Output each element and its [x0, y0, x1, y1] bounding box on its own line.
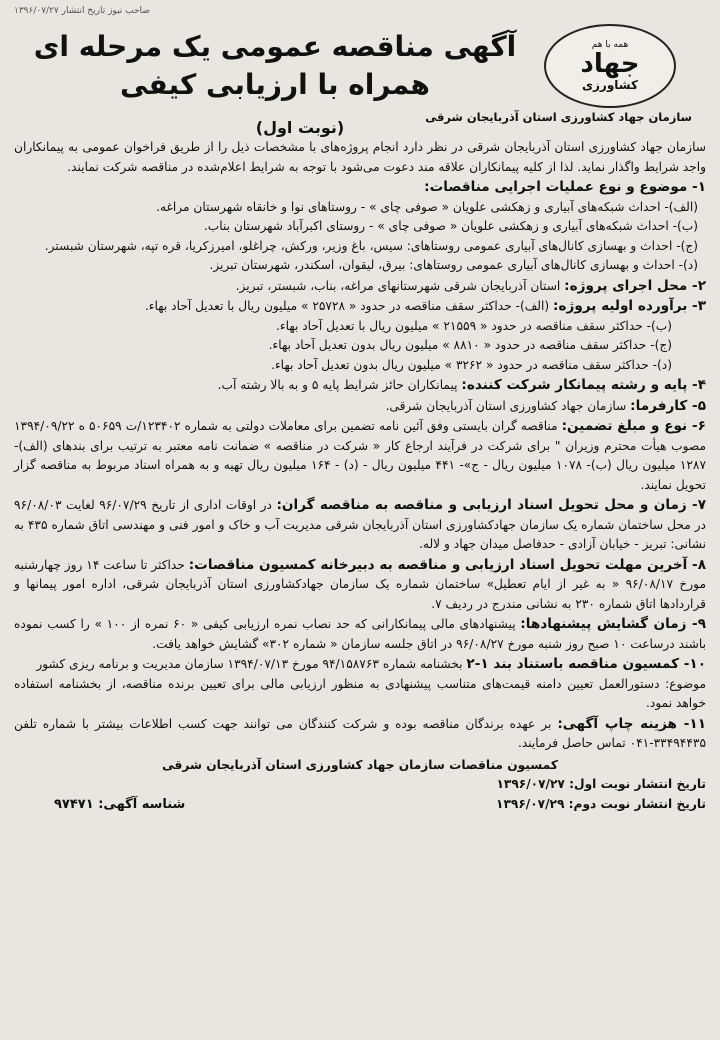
logo-sub-text: کشاورزی: [582, 78, 638, 92]
section-4-text: پیمانکاران حائز شرایط پایه ۵ و به بالا رشته آب.: [217, 378, 458, 392]
ad-title-line2: همراه با ارزیابی کیفی: [120, 68, 430, 101]
section-10-text: بخشنامه شماره ۹۴/۱۵۸۷۶۳ مورخ ۱۳۹۴/۰۷/۱۳ سازمان مدیریت و برنامه ریزی کشور: [36, 657, 463, 671]
logo-slogan: همه با هم: [591, 40, 629, 50]
section-11-heading: ۱۱- هزینه چاپ آگهی:: [557, 715, 706, 732]
section-7-heading: ۷- زمان و محل تحویل اسناد ارزیابی و مناقصه به مناقصه گران:: [276, 497, 707, 513]
section-2-heading: ۲- محل اجرای پروژه:: [564, 277, 706, 294]
section-3-item-b: (ب)- حداکثر سقف مناقصه در حدود « ۲۱۵۵۹ » میلیون ریال با تعدیل آحاد بهاء.: [276, 318, 672, 333]
section-1-item-d: (د)- احداث و بهسازی کانال‌های آبیاری عمومی روستاهای: بیرق، لیقوان، اسکندر، شهرستان تبریز.: [209, 258, 698, 272]
logo-main-text: جهاد: [580, 49, 640, 79]
section-3-item-d: (د)- حداکثر سقف مناقصه در حدود « ۳۲۶۲ » میلیون ریال بدون تعدیل آحاد بهاء.: [271, 357, 672, 372]
section-1-item-a: (الف)- احداث شبکه‌های آبیاری و زهکشی علویان « صوفی چای » - روستاهای نوا و خانقاه شهرستان مراغه.: [156, 199, 698, 214]
section-3-item-c: (ج)- حداکثر سقف مناقصه در حدود « ۸۸۱۰ » میلیون ریال بدون تعدیل آحاد بهاء.: [268, 338, 672, 352]
section-4-heading: ۴- پایه و رشته پیمانکار شرکت کننده:: [461, 377, 706, 393]
section-8-heading: ۸- آخرین مهلت تحویل اسناد ارزیابی و مناقصه به دبیرخانه کمسیون مناقصات:: [188, 556, 706, 573]
publish-date-first: تاریخ انتشار نوبت اول: ۱۳۹۶/۰۷/۲۷: [496, 777, 706, 791]
jahad-logo: [544, 24, 676, 108]
section-11-text: بر عهده برندگان مناقصه بوده و شرکت کنندگان می توانند جهت کسب اطلاعات بیشتر با شماره تلفن ۳۳۴۹۴۴۳۵-۰۴۱ تماس حاصل فرمایند.: [14, 716, 706, 750]
section-6-text: مناقصه گران بایستی وفق آئین نامه تضمین برای معاملات دولتی به شماره ۱۲۳۴۰۲/ت ۵۰۶۵۹ ه ۱۳۹۴/۰۹/۲۲ مصوب هیأت محترم وزیران " برای شرکت در فرآیند ارجاع کار « شرکت در مناقصه » ضمانت نامه معتبر به ترتیب برای بندهای (الف)- ۱۲۸۷ میلیون ریال (ب)- ۱۰۷۸ میلیون ریال - ج»- ۴۴۱ میلیون ریال - (د) - ۱۶۴ میلیون ریال تهیه و به همراه اسناد مربوط به مناقصه گزار تحویل نمایند.: [14, 419, 707, 492]
ad-title-line1: آگهی مناقصه عمومی یک مرحله ای: [33, 30, 517, 63]
section-3-item-a: (الف)- حداکثر سقف مناقصه در حدود « ۲۵۷۲۸ » میلیون ریال با تعدیل آحاد بهاء.: [144, 299, 550, 313]
section-1-heading: ۱- موضوع و نوع عملیات اجرایی مناقصات:: [424, 179, 706, 195]
section-5-text: سازمان جهاد کشاورزی استان آذربایجان شرقی.: [385, 398, 627, 413]
section-3-heading: ۳- برآورده اولیه پروژه:: [553, 298, 706, 314]
section-9-heading: ۹- زمان گشایش پیشنهادها:: [520, 616, 706, 632]
section-2-text: استان آذربایجان شرقی شهرستانهای مراغه، بناب، شبستر، تبریز.: [235, 278, 561, 293]
title-block: [14, 28, 536, 104]
section-1-item-c: (ج)- احداث و بهسازی کانال‌های آبیاری عمومی روستاهای: سیس، باغ وزیر، ورکش، چراغلو، امیرزکریا، قره تپه، شهرستان شبستر.: [44, 238, 698, 253]
ad-body: [14, 138, 706, 814]
section-1-item-b: (ب)- احداث شبکه‌های آبیاری و زهکشی علویان « صوفی چای » - روستای اکبرآباد شهرستان بناب.: [203, 219, 698, 233]
section-9-text: پیشنهادهای مالی پیمانکارانی که حد نصاب نمره ارزیابی کیفی « ۶۰ نمره از ۱۰۰ » را کسب نموده باشند درساعت ۱۰ صبح روز شنبه مورخ ۹۶/۰۸/۲۷ در اتاق جلسه سازمان « شماره ۳۰۲» گشایش خواهد یافت.: [14, 617, 706, 651]
section-5-heading: ۵- کارفرما:: [630, 397, 706, 414]
section-7-text: در اوقات اداری از تاریخ ۹۶/۰۷/۲۹ لغایت ۹۶/۰۸/۰۳ در محل ساختمان شماره یک سازمان جهادکشاورزی استان آذربایجان شرقی مدیریت آب و خاک و امور فنی و مهندسی اتاق شماره ۴۳۵ به نشانی: تبریز - خیابان آزادی - حدفاصل میدان جهاد و لاله.: [14, 498, 706, 551]
ad-identifier: شناسه آگهی: ۹۷۴۷۱: [54, 796, 186, 812]
signature-line: کمسیون مناقصات سازمان جهاد کشاورزی استان آذربایجان شرقی: [162, 757, 558, 772]
section-6-heading: ۶- نوع و مبلغ تضمین:: [561, 418, 706, 434]
section-8-text: حداکثر تا ساعت ۱۴ روز چهارشنبه مورخ ۹۶/۰۸/۱۷ « به غیر از ایام تعطیل» ساختمان شماره یک سازمان جهادکشاورزی استان آذربایجان شرقی، اداره امور پیمانها و قراردادها اتاق شماره ۲۳۰ به نشانی مندرج در ردیف ۷.: [14, 557, 707, 611]
publish-header-line: صاحب نیوز تاریخ انتشار ۱۳۹۶/۰۷/۲۷: [14, 6, 150, 16]
section-10-topic: موضوع: دستورالعمل تعیین دامنه قیمت‌های متناسب پیشنهادی به منظور ارزیابی مالی برای تعیین برنده مناقصه، از بخشنامه استفاده خواهد نمود.: [14, 676, 706, 710]
publish-dates: [14, 775, 706, 814]
publish-date-second: تاریخ انتشار نوبت دوم: ۱۳۹۶/۰۷/۲۹: [496, 796, 706, 811]
round-label: (نوبت اول): [255, 118, 345, 137]
organization-name: سازمان جهاد کشاورزی استان آذربایجان شرقی: [425, 110, 692, 124]
section-10-heading: ۱۰- کمسیون مناقصه باستناد بند ۱-۲: [466, 656, 706, 672]
intro-paragraph: سازمان جهاد کشاورزی استان آذربایجان شرقی در نظر دارد انجام پروژه‌های با مشخصات ذیل را از طریق فراخوان عمومی به پیمانکاران واجد شرایط واگذار نماید. لذا از کلیه پیمانکاران علاقه مند دعوت می‌شود با توجه به شرایط اعلام‌شده در مناقصه شرکت نمایند.: [14, 140, 706, 174]
